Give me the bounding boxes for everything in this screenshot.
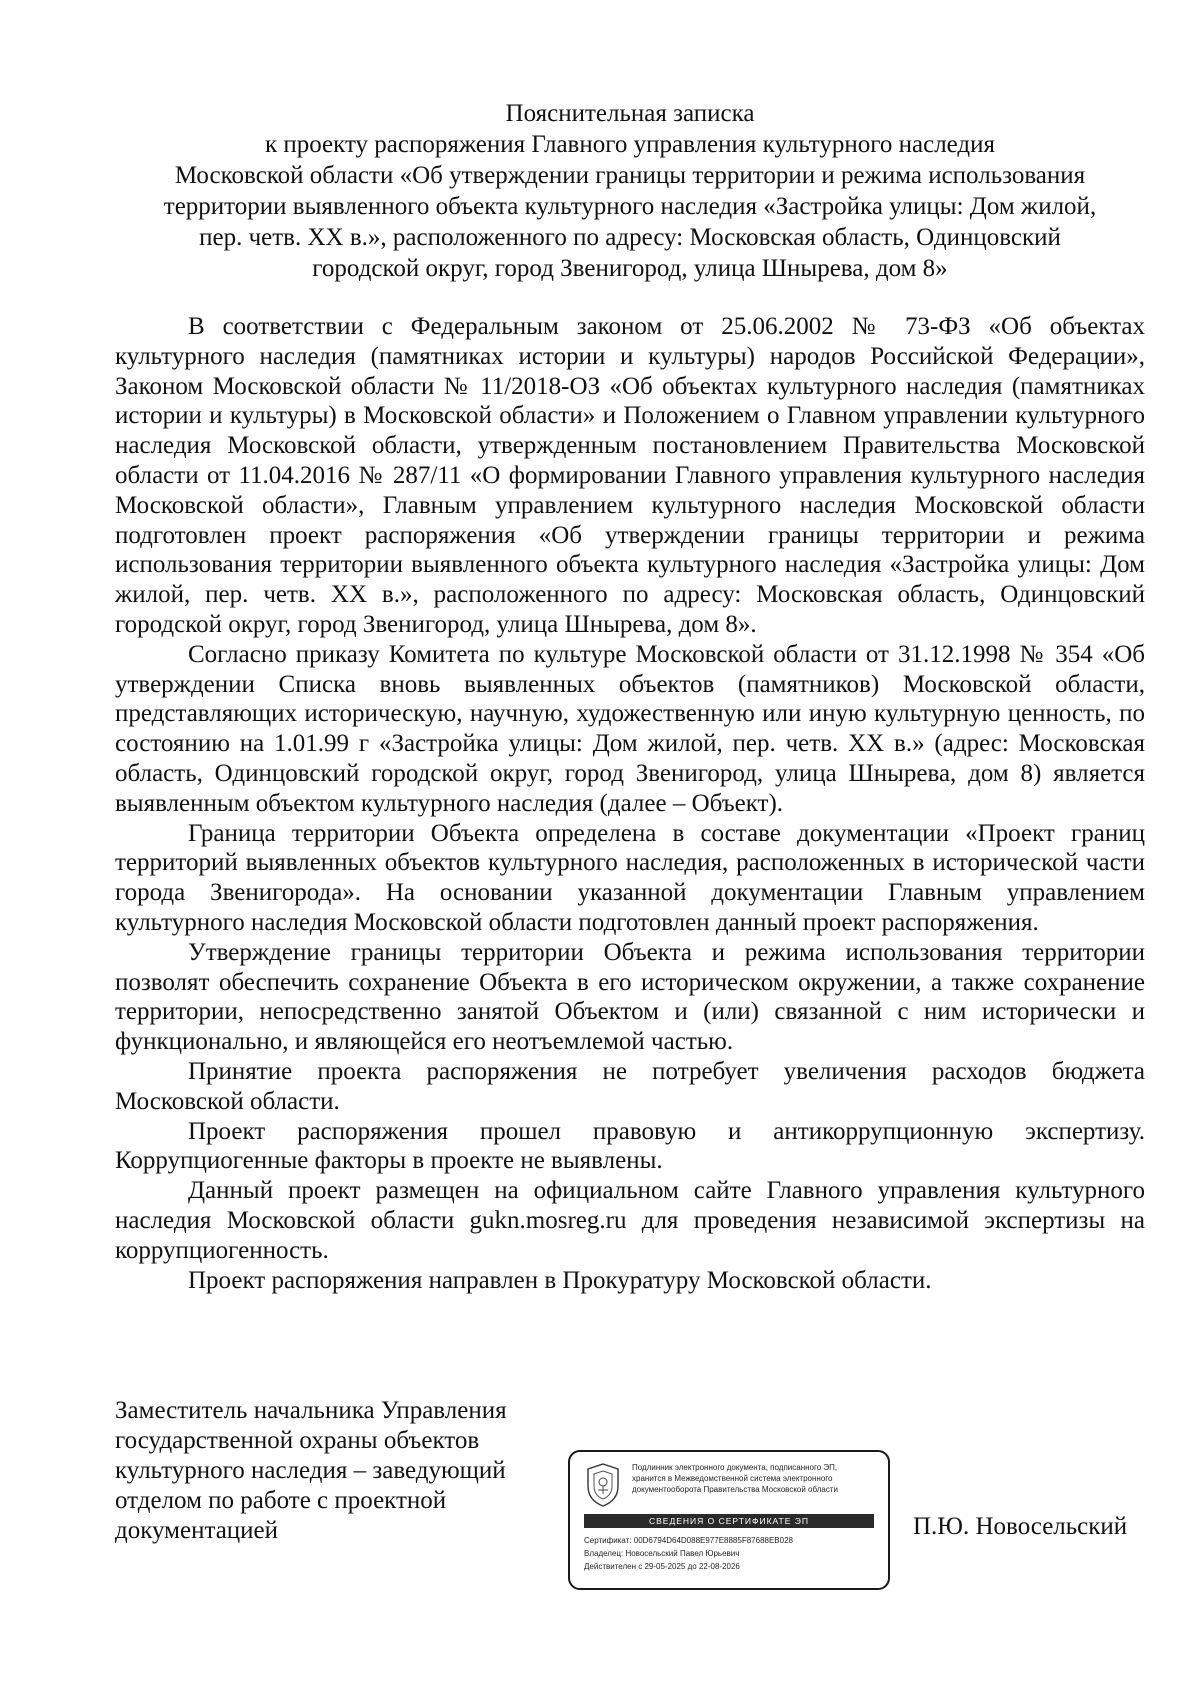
position-line: отделом по работе с проектной <box>115 1487 447 1514</box>
title-line: городской округ, город Звенигород, улица Шнырева, дом 8» <box>312 255 948 282</box>
stamp-certificate: Сертификат: 00D6794D64D088E977E8885F87688EB028 <box>584 1536 793 1545</box>
title-line: пер. четв. XX в.», расположенного по адресу: Московская область, Одинцовский <box>199 224 1061 251</box>
stamp-validity: Действителен с 29-05-2025 до 22-08-2026 <box>584 1562 740 1571</box>
position-line: культурного наследия – заведующий <box>115 1457 506 1484</box>
title-line: территории выявленного объекта культурного наследия «Застройка улицы: Дом жилой, <box>163 193 1097 220</box>
stamp-header: СВЕДЕНИЯ О СЕРТИФИКАТЕ ЭП <box>584 1514 874 1528</box>
stamp-certificate-info <box>584 1534 884 1573</box>
paragraph-approval-effect: Утверждение границы территории Объекта и режима использования территории позволят обеспечить сохранение Объекта в его историческом окружении, а также сохранение территории, непосредственно занятой Объектом и (или) связанной с ним исторически и функционально, и являющейся его неотъемлемой частью. <box>115 938 1145 1056</box>
paragraph-boundary: Граница территории Объекта определена в составе документации «Проект границ территорий выявленных объектов культурного наследия, расположенных в исторической части города Звенигорода». На основании указанной документации Главным управлением культурного наследия Московской области подготовлен данный проект распоряжения. <box>115 819 1145 936</box>
paragraph-expertise: Проект распоряжения прошел правовую и антикоррупционную экспертизу. Коррупциогенные факторы в проекте не выявлены. <box>115 1117 1145 1175</box>
stamp-owner: Владелец: Новосельский Павел Юрьевич <box>584 1549 740 1558</box>
stamp-notice-line: документооборота Правительства Московской области <box>632 1485 838 1494</box>
paragraph-prosecutor: Проект распоряжения направлен в Прокуратуру Московской области. <box>188 1266 932 1294</box>
stamp-notice-line: Подлинник электронного документа, подписанного ЭП, <box>632 1463 838 1472</box>
position-line: Заместитель начальника Управления <box>115 1397 507 1424</box>
position-line: государственной охраны объектов <box>115 1427 480 1454</box>
signatory-position <box>115 1396 555 1546</box>
title-line: Пояснительная записка <box>505 100 755 127</box>
paragraph-publication: Данный проект размещен на официальном сайте Главного управления культурного наследия Московской области gukn.mosreg.ru для проведения независимой экспертизы на коррупциогенность. <box>115 1177 1145 1264</box>
document-title <box>115 98 1145 284</box>
paragraph-order-reference: Согласно приказу Комитета по культуре Московской области от 31.12.1998 № 354 «Об утверждении Списка вновь выявленных объектов (памятников) Московской области, представляющих историческую, научную, художественную или иную культурную ценность, по состоянию на 1.01.99 г «Застройка улицы: Дом жилой, пер. четв. XX в.» (адрес: Московская область, Одинцовский городской округ, город Звенигород, улица Шнырева, дом 8) является выявленным объектом культурного наследия (далее – Объект). <box>115 640 1145 817</box>
paragraph-legal-basis: В соответствии с Федеральным законом от 25.06.2002 № 73-ФЗ «Об объектах культурного наследия (памятниках истории и культуры) народов Российской Федерации», Законом Московской области № 11/2018-ОЗ «Об объектах культурного наследия (памятниках истории и культуры) в Московской области» и Положением о Главном управлении культурного наследия Московской области, утвержденным постановлением Правительства Московской области от 11.04.2016 № 287/11 «О формировании Главного управления культурного наследия Московской области», Главным управлением культурного наследия Московской области подготовлен проект распоряжения «Об утверждении границы территории и режима использования территории выявленного объекта культурного наследия «Застройка улицы: Дом жилой, пер. четв. XX в.», расположенного по адресу: Московская область, Одинцовский городской округ, город Звенигород, улица Шнырева, дом 8». <box>115 313 1145 638</box>
stamp-notice <box>632 1462 886 1495</box>
electronic-signature-stamp <box>568 1450 890 1590</box>
signatory-name: П.Ю. Новосельский <box>913 1513 1128 1540</box>
stamp-notice-line: хранится в Межведомственной система электронного <box>632 1474 833 1483</box>
document-body <box>115 312 1145 1295</box>
title-line: к проекту распоряжения Главного управления культурного наследия <box>264 131 996 158</box>
position-line: документацией <box>115 1517 279 1544</box>
title-line: Московской области «Об утверждении границы территории и режима использования <box>174 162 1086 189</box>
coat-of-arms-icon <box>584 1462 622 1508</box>
paragraph-budget: Принятие проекта распоряжения не потребует увеличения расходов бюджета Московской области. <box>115 1057 1145 1115</box>
